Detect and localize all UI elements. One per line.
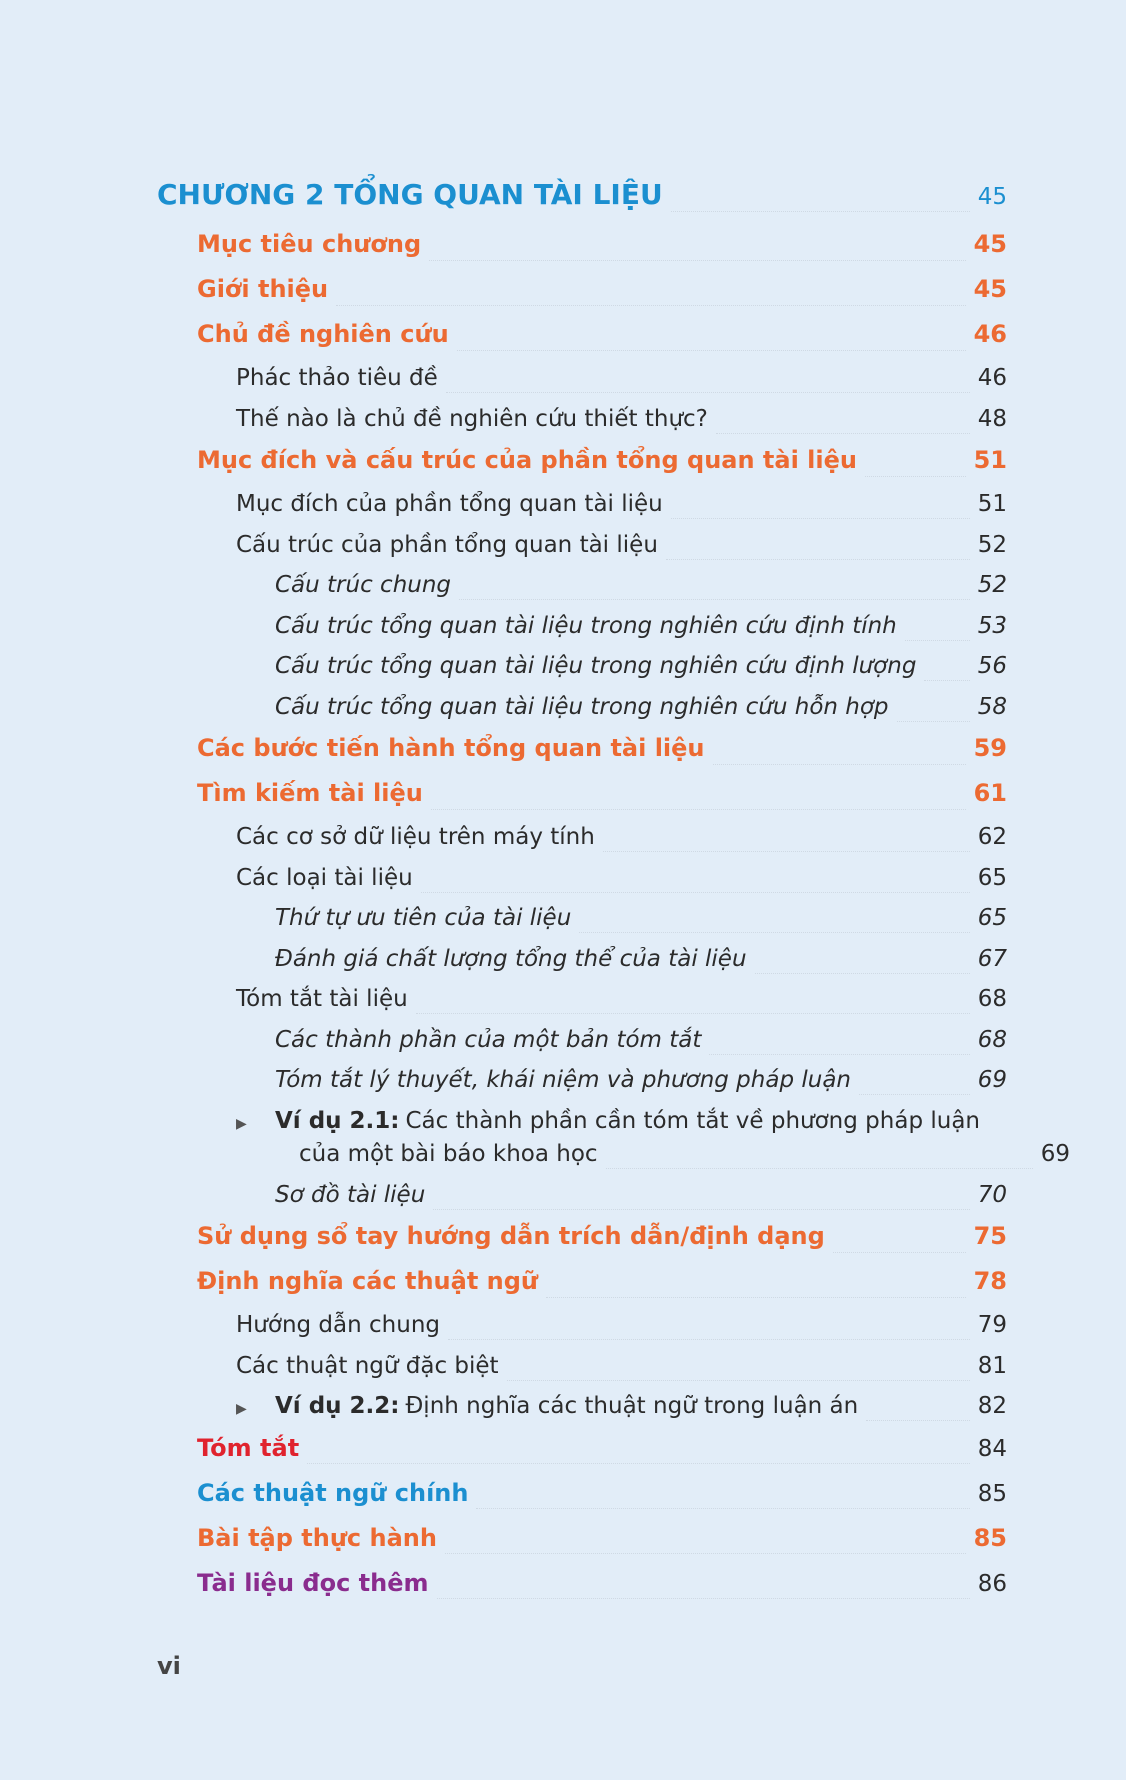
dot-leader <box>546 1296 966 1298</box>
toc-page-number: 53 <box>977 612 1007 639</box>
dot-leader <box>476 1507 969 1509</box>
toc-page-number: 84 <box>977 1435 1007 1462</box>
toc-subsub-entry[interactable] <box>157 1027 1007 1068</box>
dot-leader <box>716 432 970 434</box>
toc-subsub-entry[interactable] <box>157 572 1007 613</box>
toc-entry-title: Sử dụng sổ tay hướng dẫn trích dẫn/định dạng <box>197 1222 825 1250</box>
dot-leader <box>433 1208 969 1210</box>
toc-page-number: 62 <box>977 824 1007 850</box>
toc-section-entry[interactable] <box>157 779 1007 824</box>
toc-entry-title: Cấu trúc của phần tổng quan tài liệu <box>236 531 658 558</box>
toc-page-number: 85 <box>973 1523 1007 1552</box>
dot-leader <box>603 850 970 852</box>
dot-leader <box>445 1552 966 1554</box>
toc-sub-entry[interactable] <box>157 986 1007 1027</box>
dot-leader <box>666 558 970 560</box>
toc-entry-title: Sơ đồ tài liệu <box>275 1181 426 1208</box>
dot-leader <box>606 1167 1033 1169</box>
toc-sub-entry[interactable] <box>157 532 1007 573</box>
toc-entry-title: Mục đích của phần tổng quan tài liệu <box>236 491 663 517</box>
toc-subsub-entry[interactable] <box>157 1067 1007 1108</box>
example-title: Các thành phần cần tóm tắt về phương pháp luận <box>405 1107 980 1134</box>
toc-entry-title: Cấu trúc tổng quan tài liệu trong nghiên cứu định lượng <box>275 653 917 679</box>
toc-section-entry[interactable] <box>157 446 1007 491</box>
toc-page-number: 51 <box>977 491 1007 517</box>
toc-entry-title: Mục tiêu chương <box>197 230 422 258</box>
example-label: Ví dụ 2.1: <box>275 1107 400 1134</box>
toc-subsub-entry[interactable] <box>157 694 1007 735</box>
dot-leader <box>307 1462 970 1464</box>
toc-entry-title: Các bước tiến hành tổng quan tài liệu <box>197 734 705 762</box>
toc-example-entry[interactable] <box>157 1107 1070 1182</box>
dot-leader <box>755 972 970 974</box>
toc-page-number: 68 <box>977 1026 1007 1053</box>
toc-page-number: 69 <box>1040 1140 1070 1167</box>
chapter-page: 45 <box>977 184 1007 210</box>
toc-entry-title: Các loại tài liệu <box>236 864 413 891</box>
dot-leader <box>448 1338 970 1340</box>
dot-leader <box>833 1251 966 1253</box>
toc-entry-title: Tóm tắt tài liệu <box>236 986 408 1012</box>
toc-page-number: 61 <box>973 779 1007 807</box>
dot-leader <box>671 210 970 212</box>
dot-leader <box>709 1053 969 1055</box>
dot-leader <box>421 891 970 893</box>
toc-entry-title: Đánh giá chất lượng tổng thể của tài liệu <box>275 945 747 972</box>
toc-page-number: 52 <box>977 531 1007 558</box>
toc-page-number: 75 <box>973 1222 1007 1250</box>
triangle-bullet-icon: ▶ <box>236 1115 247 1132</box>
toc-entry-title: Cấu trúc tổng quan tài liệu trong nghiên cứu định tính <box>275 612 897 639</box>
toc-section-entry[interactable] <box>157 1569 1007 1614</box>
toc-entry-title: Tóm tắt <box>197 1433 300 1462</box>
dot-leader <box>866 1419 970 1421</box>
toc-page-number: 79 <box>977 1312 1007 1338</box>
toc-entry-title: Thứ tự ưu tiên của tài liệu <box>275 905 572 931</box>
chapter-title: CHƯƠNG 2 TỔNG QUAN TÀI LIỆU <box>157 178 663 211</box>
toc-page-number: 52 <box>977 572 1007 598</box>
toc-entry-title: Các thuật ngữ chính <box>197 1478 469 1507</box>
dot-leader <box>897 720 970 722</box>
toc-section-entry[interactable] <box>157 320 1007 365</box>
dot-leader <box>713 763 966 765</box>
toc-section-entry[interactable] <box>157 1222 1007 1267</box>
dot-leader <box>431 808 966 810</box>
dot-leader <box>924 679 969 681</box>
toc-page-number: 58 <box>977 693 1007 720</box>
toc-section-entry[interactable] <box>157 734 1007 779</box>
toc-entry-title: Hướng dẫn chung <box>236 1312 440 1338</box>
toc-sub-entry[interactable] <box>157 365 1007 406</box>
dot-leader <box>671 517 970 519</box>
toc-page-number: 65 <box>977 905 1007 931</box>
chapter-heading[interactable] <box>157 178 1007 230</box>
toc-page-number: 78 <box>973 1267 1007 1295</box>
dot-leader <box>865 475 966 477</box>
toc-sub-entry[interactable] <box>157 1312 1007 1353</box>
toc-entry-title: Các cơ sở dữ liệu trên máy tính <box>236 824 595 850</box>
toc-entry-title: Cấu trúc tổng quan tài liệu trong nghiên cứu hỗn hợp <box>275 693 889 720</box>
toc-section-entry[interactable] <box>157 1524 1007 1569</box>
toc-page-number: 85 <box>977 1480 1007 1507</box>
toc-subsub-entry[interactable] <box>157 613 1007 654</box>
toc-page-number: 86 <box>977 1570 1007 1597</box>
toc-entry-title: Thế nào là chủ đề nghiên cứu thiết thực? <box>236 405 708 432</box>
toc-page-number: 69 <box>977 1067 1007 1093</box>
toc-entry-title: Chủ đề nghiên cứu <box>197 320 449 348</box>
toc-page-number: 68 <box>977 986 1007 1012</box>
toc-entry-title: Các thuật ngữ đặc biệt <box>236 1352 499 1379</box>
dot-leader <box>429 259 965 261</box>
toc-example-entry[interactable] <box>157 1393 1007 1434</box>
toc-page-number: 65 <box>977 864 1007 891</box>
dot-leader <box>416 1012 970 1014</box>
dot-leader <box>459 598 970 600</box>
toc-entry-title: Tìm kiếm tài liệu <box>197 779 423 807</box>
toc-subsub-entry[interactable] <box>157 653 1007 694</box>
toc-section-entry[interactable] <box>157 1434 1007 1479</box>
toc-entry-title: Tài liệu đọc thêm <box>197 1568 429 1597</box>
toc-sub-entry[interactable] <box>157 491 1007 532</box>
toc-section-entry[interactable] <box>157 1479 1007 1524</box>
toc-entry-title: Phác thảo tiêu đề <box>236 365 438 391</box>
toc-entries <box>157 230 1070 1614</box>
dot-leader <box>457 349 966 351</box>
dot-leader <box>446 391 970 393</box>
example-label: Ví dụ 2.2: <box>275 1393 400 1419</box>
toc-sub-entry[interactable] <box>157 406 1007 447</box>
table-of-contents <box>157 178 1070 1614</box>
toc-sub-entry[interactable] <box>157 1353 1007 1394</box>
toc-page-number: 45 <box>973 230 1007 258</box>
toc-entry-title: Các thành phần của một bản tóm tắt <box>275 1026 702 1053</box>
toc-page-number: 46 <box>977 365 1007 391</box>
toc-page-number: 70 <box>977 1181 1007 1208</box>
toc-page-number: 46 <box>973 320 1007 348</box>
toc-page-number: 81 <box>977 1352 1007 1379</box>
toc-page-number: 82 <box>977 1393 1007 1419</box>
toc-sub-entry[interactable] <box>157 824 1007 865</box>
toc-entry-title: Giới thiệu <box>197 275 329 303</box>
dot-leader <box>336 304 965 306</box>
example-title-cont: của một bài báo khoa học <box>299 1140 598 1167</box>
toc-subsub-entry[interactable] <box>157 905 1007 946</box>
toc-section-entry[interactable] <box>157 230 1007 275</box>
example-title: Định nghĩa các thuật ngữ trong luận án <box>405 1393 859 1419</box>
toc-page-number: 56 <box>977 653 1007 679</box>
toc-entry-title: Định nghĩa các thuật ngữ <box>197 1267 539 1295</box>
toc-subsub-entry[interactable] <box>157 1182 1007 1223</box>
toc-page-number: 45 <box>973 275 1007 303</box>
toc-entry-title: Tóm tắt lý thuyết, khái niệm và phương pháp luận <box>275 1067 851 1093</box>
dot-leader <box>859 1093 970 1095</box>
dot-leader <box>507 1379 970 1381</box>
toc-section-entry[interactable] <box>157 1267 1007 1312</box>
dot-leader <box>905 639 970 641</box>
toc-page-number: 67 <box>977 945 1007 972</box>
toc-page-number: 48 <box>977 405 1007 432</box>
toc-entry-title: Mục đích và cấu trúc của phần tổng quan tài liệu <box>197 446 857 474</box>
triangle-bullet-icon: ▶ <box>236 1401 247 1417</box>
toc-page-number: 51 <box>973 446 1007 474</box>
page-number-footer: vi <box>157 1652 181 1680</box>
dot-leader <box>579 931 969 933</box>
toc-entry-title: Cấu trúc chung <box>275 572 452 598</box>
toc-section-entry[interactable] <box>157 275 1007 320</box>
toc-sub-entry[interactable] <box>157 865 1007 906</box>
toc-page-number: 59 <box>973 734 1007 762</box>
toc-subsub-entry[interactable] <box>157 946 1007 987</box>
dot-leader <box>437 1597 970 1599</box>
toc-entry-title: Bài tập thực hành <box>197 1523 437 1552</box>
